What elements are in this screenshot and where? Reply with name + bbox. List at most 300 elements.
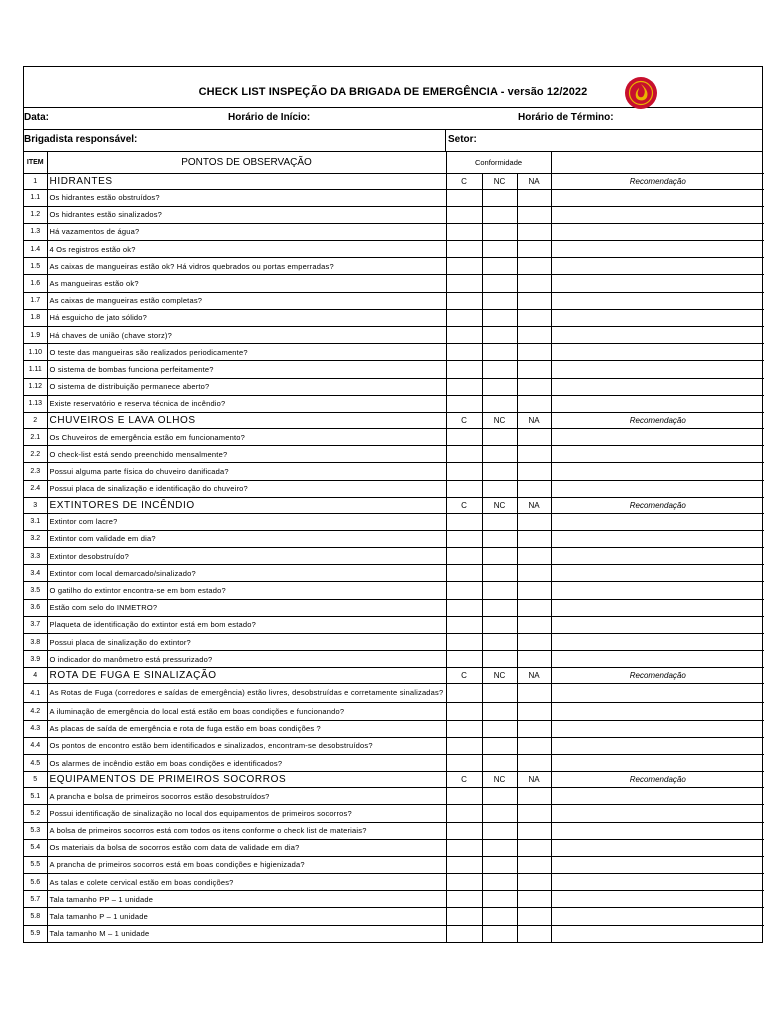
checkbox-c[interactable] bbox=[446, 565, 482, 582]
checkbox-na[interactable] bbox=[517, 925, 551, 942]
checkbox-nc[interactable] bbox=[482, 258, 517, 275]
mark-na: NA bbox=[517, 668, 551, 684]
checklist-item-row bbox=[24, 292, 764, 309]
checklist-item-row bbox=[24, 513, 764, 530]
checkbox-c[interactable] bbox=[446, 548, 482, 565]
recomendacao-field[interactable] bbox=[551, 720, 764, 737]
item-number: 4.5 bbox=[24, 754, 47, 771]
checkbox-c[interactable] bbox=[446, 292, 482, 309]
item-number: 1.10 bbox=[24, 344, 47, 361]
checkbox-nc[interactable] bbox=[482, 874, 517, 891]
item-question: Possui placa de sinalização do extintor? bbox=[47, 634, 446, 651]
recomendacao-field[interactable] bbox=[551, 822, 764, 839]
recomendacao-field[interactable] bbox=[551, 361, 764, 378]
checkbox-nc[interactable] bbox=[482, 891, 517, 908]
checkbox-na[interactable] bbox=[517, 344, 551, 361]
section-title: CHUVEIROS E LAVA OLHOS bbox=[47, 412, 446, 428]
checkbox-c[interactable] bbox=[446, 856, 482, 873]
item-question: Estão com selo do INMETRO? bbox=[47, 599, 446, 616]
checkbox-na[interactable] bbox=[517, 548, 551, 565]
checkbox-c[interactable] bbox=[446, 309, 482, 326]
item-number: 3.8 bbox=[24, 634, 47, 651]
checkbox-na[interactable] bbox=[517, 327, 551, 344]
checkbox-nc[interactable] bbox=[482, 480, 517, 497]
checklist-item-row bbox=[24, 891, 764, 908]
checklist-item-row bbox=[24, 428, 764, 445]
checkbox-c[interactable] bbox=[446, 634, 482, 651]
checklist-item-row bbox=[24, 839, 764, 856]
recomendacao-field[interactable] bbox=[551, 327, 764, 344]
checkbox-na[interactable] bbox=[517, 754, 551, 771]
checkbox-c[interactable] bbox=[446, 480, 482, 497]
item-question: O gatilho do extintor encontra-se em bom estado? bbox=[47, 582, 446, 599]
recomendacao-field[interactable] bbox=[551, 344, 764, 361]
data-label: Data: bbox=[24, 112, 50, 123]
item-question: Possui placa de sinalização e identificação do chuveiro? bbox=[47, 480, 446, 497]
recomendacao-field[interactable] bbox=[551, 463, 764, 480]
item-question: Extintor com validade em dia? bbox=[47, 530, 446, 547]
checkbox-c[interactable] bbox=[446, 241, 482, 258]
recomendacao-field[interactable] bbox=[551, 599, 764, 616]
recomendacao-field[interactable] bbox=[551, 223, 764, 240]
checkbox-na[interactable] bbox=[517, 565, 551, 582]
section-title: EQUIPAMENTOS DE PRIMEIROS SOCORROS bbox=[47, 772, 446, 788]
checkbox-na[interactable] bbox=[517, 720, 551, 737]
checkbox-nc[interactable] bbox=[482, 856, 517, 873]
item-question: Os Chuveiros de emergência estão em funcionamento? bbox=[47, 428, 446, 445]
checklist-item-row bbox=[24, 480, 764, 497]
checkbox-na[interactable] bbox=[517, 651, 551, 668]
checkbox-c[interactable] bbox=[446, 446, 482, 463]
item-question: Possui alguma parte física do chuveiro danificada? bbox=[47, 463, 446, 480]
item-number: 1.9 bbox=[24, 327, 47, 344]
checkbox-c[interactable] bbox=[446, 275, 482, 292]
item-number: 5.5 bbox=[24, 856, 47, 873]
checkbox-c[interactable] bbox=[446, 582, 482, 599]
col-conformidade: Conformidade bbox=[446, 152, 551, 173]
checkbox-nc[interactable] bbox=[482, 720, 517, 737]
checklist-item-row bbox=[24, 684, 764, 703]
section-title: HIDRANTES bbox=[47, 173, 446, 189]
table-header bbox=[24, 152, 764, 173]
checklist-item-row bbox=[24, 703, 764, 720]
checkbox-na[interactable] bbox=[517, 395, 551, 412]
checklist-item-row bbox=[24, 754, 764, 771]
item-question: As placas de saída de emergência e rota de fuga estão em boas condições ? bbox=[47, 720, 446, 737]
mark-nc: NC bbox=[482, 412, 517, 428]
recomendacao-field[interactable] bbox=[551, 754, 764, 771]
checklist-item-row bbox=[24, 530, 764, 547]
item-question: Extintor desobstruído? bbox=[47, 548, 446, 565]
checkbox-c[interactable] bbox=[446, 223, 482, 240]
checkbox-na[interactable] bbox=[517, 616, 551, 633]
checkbox-nc[interactable] bbox=[482, 206, 517, 223]
checkbox-c[interactable] bbox=[446, 908, 482, 925]
item-question: As Rotas de Fuga (corredores e saídas de emergência) estão livres, desobstruídas e corretamente sinalizadas? bbox=[47, 684, 446, 703]
checkbox-c[interactable] bbox=[446, 378, 482, 395]
recomendacao-label: Recomendação bbox=[551, 412, 764, 428]
checkbox-c[interactable] bbox=[446, 822, 482, 839]
checklist-table-wrap bbox=[24, 152, 762, 942]
recomendacao-field[interactable] bbox=[551, 788, 764, 805]
checkbox-nc[interactable] bbox=[482, 189, 517, 206]
checkbox-nc[interactable] bbox=[482, 651, 517, 668]
mark-nc: NC bbox=[482, 173, 517, 189]
section-row bbox=[24, 497, 764, 513]
checklist-item-row bbox=[24, 275, 764, 292]
checkbox-na[interactable] bbox=[517, 599, 551, 616]
checkbox-nc[interactable] bbox=[482, 599, 517, 616]
mark-na: NA bbox=[517, 173, 551, 189]
checklist-item-row bbox=[24, 463, 764, 480]
item-number: 5.4 bbox=[24, 839, 47, 856]
item-question: O check-list está sendo preenchido mensalmente? bbox=[47, 446, 446, 463]
recomendacao-field[interactable] bbox=[551, 530, 764, 547]
item-number: 1.6 bbox=[24, 275, 47, 292]
recomendacao-field[interactable] bbox=[551, 378, 764, 395]
item-question: Possui identificação de sinalização no local dos equipamentos de primeiros socorros? bbox=[47, 805, 446, 822]
checkbox-c[interactable] bbox=[446, 737, 482, 754]
checkbox-c[interactable] bbox=[446, 754, 482, 771]
item-question: Tala tamanho P – 1 unidade bbox=[47, 908, 446, 925]
section-row bbox=[24, 668, 764, 684]
checklist-item-row bbox=[24, 378, 764, 395]
item-number: 3.7 bbox=[24, 616, 47, 633]
checkbox-nc[interactable] bbox=[482, 223, 517, 240]
recomendacao-field[interactable] bbox=[551, 428, 764, 445]
checklist-item-row bbox=[24, 206, 764, 223]
checkbox-nc[interactable] bbox=[482, 275, 517, 292]
checkbox-na[interactable] bbox=[517, 378, 551, 395]
item-question: A prancha e bolsa de primeiros socorros estão desobstruídos? bbox=[47, 788, 446, 805]
checkbox-c[interactable] bbox=[446, 925, 482, 942]
checkbox-na[interactable] bbox=[517, 446, 551, 463]
checkbox-nc[interactable] bbox=[482, 805, 517, 822]
item-number: 2.4 bbox=[24, 480, 47, 497]
item-number: 5.6 bbox=[24, 874, 47, 891]
recomendacao-field[interactable] bbox=[551, 513, 764, 530]
recomendacao-field[interactable] bbox=[551, 582, 764, 599]
checklist-item-row bbox=[24, 856, 764, 873]
checkbox-nc[interactable] bbox=[482, 754, 517, 771]
mark-c: C bbox=[446, 173, 482, 189]
checkbox-nc[interactable] bbox=[482, 565, 517, 582]
section-number: 4 bbox=[24, 668, 47, 684]
item-question: Os alarmes de incêndio estão em boas condições e identificados? bbox=[47, 754, 446, 771]
checkbox-c[interactable] bbox=[446, 684, 482, 703]
checklist-item-row bbox=[24, 582, 764, 599]
checkbox-c[interactable] bbox=[446, 891, 482, 908]
section-title: ROTA DE FUGA E SINALIZAÇÃO bbox=[47, 668, 446, 684]
setor-label: Setor: bbox=[448, 134, 477, 145]
mark-na: NA bbox=[517, 772, 551, 788]
section-number: 5 bbox=[24, 772, 47, 788]
checkbox-na[interactable] bbox=[517, 292, 551, 309]
recomendacao-field[interactable] bbox=[551, 241, 764, 258]
checkbox-nc[interactable] bbox=[482, 428, 517, 445]
item-number: 1.13 bbox=[24, 395, 47, 412]
checkbox-nc[interactable] bbox=[482, 513, 517, 530]
item-number: 4.2 bbox=[24, 703, 47, 720]
col-recomendacao-blank bbox=[551, 152, 764, 173]
checkbox-c[interactable] bbox=[446, 344, 482, 361]
item-number: 3.2 bbox=[24, 530, 47, 547]
checkbox-na[interactable] bbox=[517, 206, 551, 223]
item-question: O indicador do manômetro está pressurizado? bbox=[47, 651, 446, 668]
checkbox-nc[interactable] bbox=[482, 684, 517, 703]
checkbox-na[interactable] bbox=[517, 703, 551, 720]
mark-na: NA bbox=[517, 497, 551, 513]
item-number: 2.1 bbox=[24, 428, 47, 445]
item-number: 3.6 bbox=[24, 599, 47, 616]
checkbox-na[interactable] bbox=[517, 258, 551, 275]
checkbox-nc[interactable] bbox=[482, 737, 517, 754]
responsible-row bbox=[24, 130, 762, 152]
checkbox-c[interactable] bbox=[446, 513, 482, 530]
checkbox-na[interactable] bbox=[517, 223, 551, 240]
checklist-item-row bbox=[24, 395, 764, 412]
section-row bbox=[24, 173, 764, 189]
item-number: 1.11 bbox=[24, 361, 47, 378]
checkbox-nc[interactable] bbox=[482, 703, 517, 720]
checkbox-nc[interactable] bbox=[482, 309, 517, 326]
item-number: 5.9 bbox=[24, 925, 47, 942]
item-question: Tala tamanho PP – 1 unidade bbox=[47, 891, 446, 908]
checkbox-na[interactable] bbox=[517, 530, 551, 547]
item-question: Extintor com local demarcado/sinalizado? bbox=[47, 565, 446, 582]
checkbox-na[interactable] bbox=[517, 428, 551, 445]
recomendacao-field[interactable] bbox=[551, 684, 764, 703]
checkbox-nc[interactable] bbox=[482, 463, 517, 480]
checkbox-c[interactable] bbox=[446, 616, 482, 633]
checkbox-nc[interactable] bbox=[482, 548, 517, 565]
checkbox-c[interactable] bbox=[446, 206, 482, 223]
item-number: 2.2 bbox=[24, 446, 47, 463]
checkbox-c[interactable] bbox=[446, 428, 482, 445]
checkbox-na[interactable] bbox=[517, 839, 551, 856]
checkbox-nc[interactable] bbox=[482, 788, 517, 805]
recomendacao-field[interactable] bbox=[551, 565, 764, 582]
item-question: Os pontos de encontro estão bem identificados e sinalizados, encontram-se desobstruídos? bbox=[47, 737, 446, 754]
col-item: ITEM bbox=[24, 152, 47, 173]
checkbox-c[interactable] bbox=[446, 839, 482, 856]
item-question: O sistema de bombas funciona perfeitamente? bbox=[47, 361, 446, 378]
checkbox-c[interactable] bbox=[446, 258, 482, 275]
recomendacao-field[interactable] bbox=[551, 189, 764, 206]
checkbox-na[interactable] bbox=[517, 805, 551, 822]
checkbox-c[interactable] bbox=[446, 599, 482, 616]
recomendacao-field[interactable] bbox=[551, 292, 764, 309]
checkbox-c[interactable] bbox=[446, 788, 482, 805]
item-number: 2.3 bbox=[24, 463, 47, 480]
checkbox-c[interactable] bbox=[446, 874, 482, 891]
checkbox-c[interactable] bbox=[446, 463, 482, 480]
checkbox-na[interactable] bbox=[517, 463, 551, 480]
checklist-item-row bbox=[24, 599, 764, 616]
item-number: 1.4 bbox=[24, 241, 47, 258]
checkbox-nc[interactable] bbox=[482, 530, 517, 547]
item-question: A bolsa de primeiros socorros está com todos os itens conforme o check list de materiais? bbox=[47, 822, 446, 839]
item-question: Os hidrantes estão sinalizados? bbox=[47, 206, 446, 223]
mark-nc: NC bbox=[482, 772, 517, 788]
checklist-item-row bbox=[24, 258, 764, 275]
item-question: O teste das mangueiras são realizados periodicamente? bbox=[47, 344, 446, 361]
item-question: Os materiais da bolsa de socorros estão com data de validade em dia? bbox=[47, 839, 446, 856]
item-question: As caixas de mangueiras estão ok? Há vidros quebrados ou portas emperradas? bbox=[47, 258, 446, 275]
checkbox-nc[interactable] bbox=[482, 582, 517, 599]
recomendacao-field[interactable] bbox=[551, 651, 764, 668]
recomendacao-field[interactable] bbox=[551, 634, 764, 651]
header bbox=[24, 67, 762, 108]
item-number: 5.3 bbox=[24, 822, 47, 839]
checkbox-na[interactable] bbox=[517, 891, 551, 908]
item-number: 1.8 bbox=[24, 309, 47, 326]
recomendacao-field[interactable] bbox=[551, 874, 764, 891]
checkbox-na[interactable] bbox=[517, 361, 551, 378]
mark-na: NA bbox=[517, 412, 551, 428]
item-number: 3.3 bbox=[24, 548, 47, 565]
checkbox-c[interactable] bbox=[446, 703, 482, 720]
recomendacao-field[interactable] bbox=[551, 309, 764, 326]
checklist-item-row bbox=[24, 548, 764, 565]
fire-brigade-emblem-icon bbox=[624, 76, 658, 110]
recomendacao-field[interactable] bbox=[551, 737, 764, 754]
checkbox-nc[interactable] bbox=[482, 616, 517, 633]
item-question: A iluminação de emergência do local está estão em boas condições e funcionando? bbox=[47, 703, 446, 720]
termino-label: Horário de Término: bbox=[518, 112, 614, 123]
item-question: Os hidrantes estão obstruídos? bbox=[47, 189, 446, 206]
checklist-item-row bbox=[24, 361, 764, 378]
item-number: 5.7 bbox=[24, 891, 47, 908]
section-title: EXTINTORES DE INCÊNDIO bbox=[47, 497, 446, 513]
item-question: Extintor com lacre? bbox=[47, 513, 446, 530]
brigadista-label: Brigadista responsável: bbox=[24, 134, 138, 145]
checkbox-nc[interactable] bbox=[482, 378, 517, 395]
item-question: Existe reservatório e reserva técnica de incêndio? bbox=[47, 395, 446, 412]
checklist-item-row bbox=[24, 309, 764, 326]
recomendacao-field[interactable] bbox=[551, 703, 764, 720]
mark-c: C bbox=[446, 772, 482, 788]
inicio-label: Horário de Início: bbox=[228, 112, 311, 123]
recomendacao-field[interactable] bbox=[551, 616, 764, 633]
checkbox-nc[interactable] bbox=[482, 241, 517, 258]
checkbox-na[interactable] bbox=[517, 634, 551, 651]
checkbox-na[interactable] bbox=[517, 275, 551, 292]
checkbox-na[interactable] bbox=[517, 582, 551, 599]
recomendacao-label: Recomendação bbox=[551, 497, 764, 513]
checkbox-nc[interactable] bbox=[482, 634, 517, 651]
item-number: 4.4 bbox=[24, 737, 47, 754]
checkbox-nc[interactable] bbox=[482, 292, 517, 309]
item-question: A prancha de primeiros socorros está em boas condições e higienizada? bbox=[47, 856, 446, 873]
recomendacao-field[interactable] bbox=[551, 839, 764, 856]
recomendacao-field[interactable] bbox=[551, 395, 764, 412]
checkbox-na[interactable] bbox=[517, 788, 551, 805]
checkbox-c[interactable] bbox=[446, 530, 482, 547]
item-number: 1.7 bbox=[24, 292, 47, 309]
checkbox-na[interactable] bbox=[517, 309, 551, 326]
checkbox-na[interactable] bbox=[517, 189, 551, 206]
checklist-item-row bbox=[24, 737, 764, 754]
checkbox-c[interactable] bbox=[446, 361, 482, 378]
checkbox-c[interactable] bbox=[446, 395, 482, 412]
checklist-item-row bbox=[24, 446, 764, 463]
recomendacao-field[interactable] bbox=[551, 925, 764, 942]
checkbox-c[interactable] bbox=[446, 651, 482, 668]
checklist-item-row bbox=[24, 908, 764, 925]
checkbox-nc[interactable] bbox=[482, 839, 517, 856]
item-number: 3.4 bbox=[24, 565, 47, 582]
checkbox-na[interactable] bbox=[517, 241, 551, 258]
recomendacao-field[interactable] bbox=[551, 856, 764, 873]
recomendacao-field[interactable] bbox=[551, 908, 764, 925]
checkbox-na[interactable] bbox=[517, 513, 551, 530]
item-number: 4.3 bbox=[24, 720, 47, 737]
checklist-item-row bbox=[24, 720, 764, 737]
item-number: 5.8 bbox=[24, 908, 47, 925]
item-number: 1.3 bbox=[24, 223, 47, 240]
checkbox-na[interactable] bbox=[517, 737, 551, 754]
checklist-item-row bbox=[24, 788, 764, 805]
checkbox-nc[interactable] bbox=[482, 344, 517, 361]
checkbox-c[interactable] bbox=[446, 805, 482, 822]
mark-c: C bbox=[446, 497, 482, 513]
checkbox-na[interactable] bbox=[517, 874, 551, 891]
checkbox-na[interactable] bbox=[517, 684, 551, 703]
checkbox-nc[interactable] bbox=[482, 361, 517, 378]
recomendacao-field[interactable] bbox=[551, 258, 764, 275]
recomendacao-field[interactable] bbox=[551, 480, 764, 497]
item-question: As caixas de mangueiras estão completas? bbox=[47, 292, 446, 309]
item-number: 5.1 bbox=[24, 788, 47, 805]
section-number: 1 bbox=[24, 173, 47, 189]
item-number: 3.1 bbox=[24, 513, 47, 530]
checkbox-nc[interactable] bbox=[482, 908, 517, 925]
recomendacao-label: Recomendação bbox=[551, 772, 764, 788]
checklist-item-row bbox=[24, 651, 764, 668]
item-number: 3.9 bbox=[24, 651, 47, 668]
checkbox-nc[interactable] bbox=[482, 395, 517, 412]
checkbox-na[interactable] bbox=[517, 480, 551, 497]
item-question: Tala tamanho M – 1 unidade bbox=[47, 925, 446, 942]
checkbox-nc[interactable] bbox=[482, 446, 517, 463]
checkbox-nc[interactable] bbox=[482, 327, 517, 344]
recomendacao-field[interactable] bbox=[551, 891, 764, 908]
recomendacao-field[interactable] bbox=[551, 446, 764, 463]
document-title: CHECK LIST INSPEÇÃO DA BRIGADA DE EMERGÊNCIA - versão 12/2022 bbox=[198, 86, 588, 98]
recomendacao-field[interactable] bbox=[551, 206, 764, 223]
checklist-item-row bbox=[24, 189, 764, 206]
checkbox-c[interactable] bbox=[446, 189, 482, 206]
recomendacao-field[interactable] bbox=[551, 275, 764, 292]
checkbox-na[interactable] bbox=[517, 822, 551, 839]
checklist-item-row bbox=[24, 874, 764, 891]
checkbox-na[interactable] bbox=[517, 908, 551, 925]
recomendacao-field[interactable] bbox=[551, 805, 764, 822]
mark-c: C bbox=[446, 668, 482, 684]
checklist-item-row bbox=[24, 822, 764, 839]
checkbox-nc[interactable] bbox=[482, 822, 517, 839]
checkbox-c[interactable] bbox=[446, 720, 482, 737]
checkbox-c[interactable] bbox=[446, 327, 482, 344]
time-row bbox=[24, 108, 762, 130]
checkbox-na[interactable] bbox=[517, 856, 551, 873]
checkbox-nc[interactable] bbox=[482, 925, 517, 942]
item-number: 1.5 bbox=[24, 258, 47, 275]
recomendacao-field[interactable] bbox=[551, 548, 764, 565]
section-row bbox=[24, 772, 764, 788]
item-number: 1.12 bbox=[24, 378, 47, 395]
